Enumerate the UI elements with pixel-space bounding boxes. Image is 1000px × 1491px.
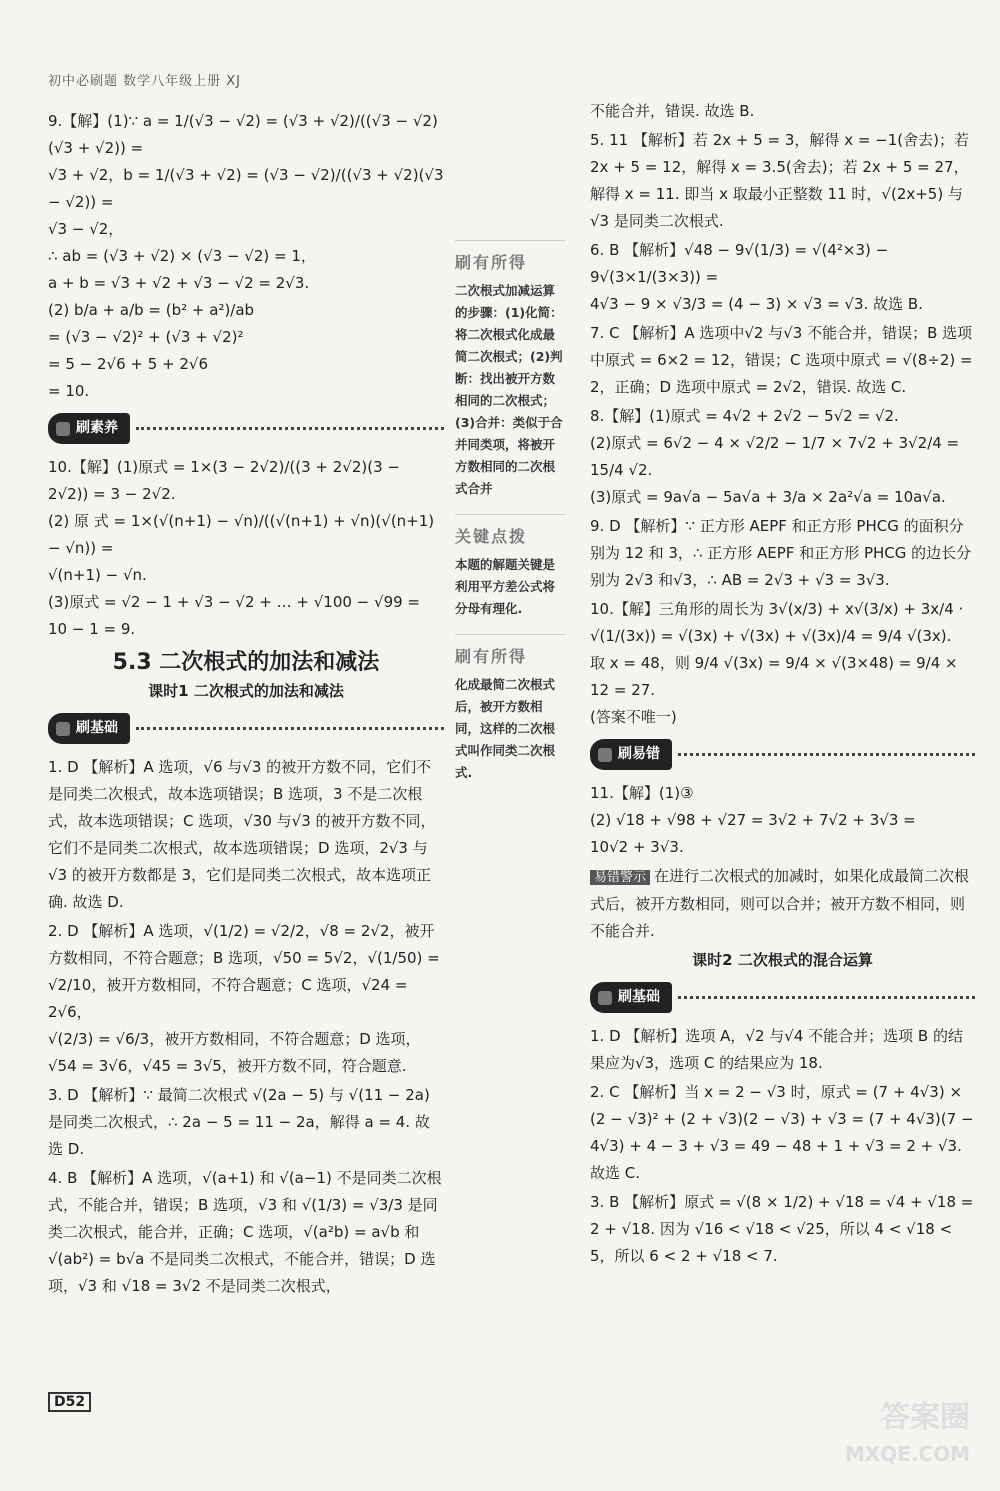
answer-block xyxy=(590,596,975,731)
answer-line: 11.【解】(1)③ xyxy=(590,784,694,802)
badge-label: 刷基础 xyxy=(618,989,660,1005)
answer-line: (2) 原 式 = 1×(√(n+1) − √n)/((√(n+1) + √n)(√(n+1) − √n)) = xyxy=(48,512,435,557)
answer-line: 1. D 【解析】A 选项，√6 与√3 的被开方数不同，它们不是同类二次根式，故本选项错误；B 选项，3 不是二次根式，故本选项错误；C 选项，√30 与√3 的被开方数不同，它们不是同类二次根式，故本选项错误；D 选项，2√3 与√3 的被开方数都是 3，它们是同类二次根式，故本选项正确. 故选 D. xyxy=(48,758,436,911)
answer-block xyxy=(48,1165,444,1300)
answer-line: (3)原式 = 9a√a − 5a√a + 3/a × 2a²√a = 10a√a. xyxy=(590,488,946,506)
dotted-rule xyxy=(136,427,444,430)
watermark-line: 答案圈 xyxy=(880,1400,970,1435)
answer-line: a + b = √3 + √2 + √3 − √2 = 2√3. xyxy=(48,274,310,292)
answer-line: 7. C 【解析】A 选项中√2 与√3 不能合并，错误；B 选项中原式 = 6×2 = 12，错误；C 选项中原式 = √(8÷2) = 2，正确；D 选项中原式 = 2√2，错误. 故选 C. xyxy=(590,324,973,396)
badge-label: 刷基础 xyxy=(76,720,118,736)
answer-block xyxy=(590,1023,975,1077)
side-note-heading: 刷有所得 xyxy=(455,253,528,272)
dotted-rule xyxy=(136,727,444,730)
lesson-title: 课时1 二次根式的加法和减法 xyxy=(148,682,344,700)
answer-block xyxy=(48,454,444,643)
side-note-text: 化成最简二次根式后，被开方数相同，这样的二次根式叫作同类二次根式. xyxy=(455,677,556,780)
section-bar xyxy=(590,739,975,770)
page-number: D52 xyxy=(48,1392,91,1412)
answer-block xyxy=(590,403,975,511)
brush-icon xyxy=(598,991,612,1005)
answer-line: ∴ ab = (√3 + √2) × (√3 − √2) = 1， xyxy=(48,247,316,265)
answer-line: √3 − √2， xyxy=(48,220,124,238)
answer-line: 6. B 【解析】√48 − 9√(1/3) = √(4²×3) − 9√(3×1/(3×3)) = xyxy=(590,241,889,286)
answer-block xyxy=(48,754,444,916)
section-bar xyxy=(590,982,975,1013)
badge-label: 刷易错 xyxy=(618,746,660,762)
warning-note xyxy=(590,863,975,945)
section-badge xyxy=(590,739,672,770)
section-bar xyxy=(48,713,444,744)
answer-block xyxy=(590,320,975,401)
answer-line: √(n+1) − √n. xyxy=(48,566,147,584)
answer-line: 3. D 【解析】∵ 最简二次根式 √(2a − 5) 与 √(11 − 2a) 是同类二次根式，∴ 2a − 5 = 11 − 2a，解得 a = 4. 故选 D. xyxy=(48,1086,430,1158)
side-notes-column xyxy=(455,240,565,798)
answer-line: √3 + √2，b = 1/(√3 + √2) = (√3 − √2)/((√3 + √2)(√3 − √2)) = xyxy=(48,166,444,211)
answer-line: 9. D 【解析】∵ 正方形 AEPF 和正方形 PHCG 的面积分别为 12 和 3，∴ 正方形 AEPF 和正方形 PHCG 的边长分别为 2√3 和√3，∴ AB = 2√3 + √3 = 3√3. xyxy=(590,517,972,589)
right-column xyxy=(590,98,975,1272)
running-header: 初中必刷题 数学八年级上册 XJ xyxy=(48,74,242,89)
section-badge xyxy=(48,413,130,444)
answer-line: 10.【解】(1)原式 = 1×(3 − 2√2)/((3 + 2√2)(3 − 2√2)) = 3 − 2√2. xyxy=(48,458,400,503)
answer-line: √54 = 3√6，√45 = 3√5，被开方数不同，符合题意. xyxy=(48,1057,407,1075)
section-badge xyxy=(48,713,130,744)
answer-block xyxy=(48,1082,444,1163)
answer-line: 9.【解】(1)∵ a = 1/(√3 − √2) = (√3 + √2)/((√3 − √2)(√3 + √2)) = xyxy=(48,112,438,157)
answer-line: 5. 11 【解析】若 2x + 5 = 3，解得 x = −1(舍去)；若 2x + 5 = 12，解得 x = 3.5(舍去)；若 2x + 5 = 27，解得 x = 11. 即当 x 取最小正整数 11 时，√(2x+5) 与 √3 是同类二次根式. xyxy=(590,131,969,230)
dotted-rule xyxy=(678,753,975,756)
answer-line: 取 x = 48，则 9/4 √(3x) = 9/4 × √(3×48) = 9/4 × 12 = 27. xyxy=(590,654,958,699)
answer-line: 15/4 √2. xyxy=(590,461,653,479)
answer-line: 不能合并，错误. 故选 B. xyxy=(590,102,755,120)
side-note-heading: 刷有所得 xyxy=(455,647,528,666)
answer-line: 4. B 【解析】A 选项，√(a+1) 和 √(a−1) 不是同类二次根式，不能合并，错误；B 选项，√3 和 √(1/3) = √3/3 是同类二次根式，能合并，正确；C 选项，√(a²b) = a√b 和 √(ab²) = b√a 不是同类二次根式，不能合并，错误；D 选项，√3 和 √18 = 3√2 不是同类二次根式， xyxy=(48,1169,442,1295)
answer-line: 5，所以 6 < 2 + √18 < 7. xyxy=(590,1247,778,1265)
answer-block xyxy=(48,108,444,405)
answer-line: = (√3 − √2)² + (√3 + √2)² xyxy=(48,328,244,346)
answer-line: (2) √18 + √98 + √27 = 3√2 + 7√2 + 3√3 = xyxy=(590,811,916,829)
answer-block xyxy=(590,98,975,125)
answer-line: 10√2 + 3√3. xyxy=(590,838,684,856)
answer-line: √2/10，被开方数相同，不符合题意；C 选项，√24 = 2√6， xyxy=(48,976,408,1021)
answer-line: (答案不唯一) xyxy=(590,708,677,726)
answer-line: 8.【解】(1)原式 = 4√2 + 2√2 − 5√2 = √2. xyxy=(590,407,899,425)
answer-line: (2)原式 = 6√2 − 4 × √2/2 − 1/7 × 7√2 + 3√2/4 = xyxy=(590,434,960,452)
answer-line: 3. B 【解析】原式 = √(8 × 1/2) + √18 = √4 + √18 = xyxy=(590,1193,974,1211)
brush-icon xyxy=(56,722,70,736)
answer-line: √(2/3) = √6/3，被开方数相同，不符合题意；D 选项， xyxy=(48,1030,421,1048)
answer-line: 1. D 【解析】选项 A，√2 与√4 不能合并；选项 B 的结果应为√3，选项 C 的结果应为 18. xyxy=(590,1027,963,1072)
brush-icon xyxy=(56,422,70,436)
section-badge xyxy=(590,982,672,1013)
side-note-text: 本题的解题关键是利用平方差公式将分母有理化. xyxy=(455,557,556,616)
side-note xyxy=(455,240,565,500)
warning-text: 在进行二次根式的加减时，如果化成最简二次根式后，被开方数相同，则可以合并；被开方数不相同，则不能合并. xyxy=(590,867,970,940)
lesson-title: 课时2 二次根式的混合运算 xyxy=(692,951,873,969)
watermark-line: MXQE.COM xyxy=(844,1442,970,1466)
answer-line: (2) b/a + a/b = (b² + a²)/ab xyxy=(48,301,255,319)
left-column xyxy=(48,108,444,1302)
dotted-rule xyxy=(678,996,975,999)
answer-block xyxy=(590,513,975,594)
watermark-logo xyxy=(845,1400,970,1472)
answer-block xyxy=(590,127,975,235)
answer-line: = 10. xyxy=(48,382,90,400)
answer-line: 2. D 【解析】A 选项，√(1/2) = √2/2，√8 = 2√2，被开方数相同，不符合题意；B 选项，√50 = 5√2，√(1/50) = xyxy=(48,922,440,967)
answer-block xyxy=(590,780,975,861)
answer-line: 2. C 【解析】当 x = 2 − √3 时，原式 = (7 + 4√3) × (2 − √3)² + (2 + √3)(2 − √3) + √3 = (7 + 4√3)(7 − 4√3) + 4 − 3 + √3 = 49 − 48 + 1 + √3 = 2 + √3. 故选 C. xyxy=(590,1083,974,1182)
section-title: 5.3 二次根式的加法和减法 xyxy=(112,650,380,675)
brush-icon xyxy=(598,748,612,762)
answer-line: 10.【解】三角形的周长为 3√(x/3) + x√(3/x) + 3x/4 · xyxy=(590,600,964,618)
badge-label: 刷素养 xyxy=(76,420,118,436)
answer-line: 2 + √18. 因为 √16 < √18 < √25，所以 4 < √18 < xyxy=(590,1220,953,1238)
answer-line: 10 − 1 = 9. xyxy=(48,620,136,638)
answer-block xyxy=(590,237,975,318)
side-note xyxy=(455,634,565,784)
answer-line: = 5 − 2√6 + 5 + 2√6 xyxy=(48,355,209,373)
answer-block xyxy=(590,1079,975,1187)
side-note-text: 二次根式加减运算的步骤：(1)化简：将二次根式化成最简二次根式；(2)判断：找出被开方数相同的二次根式；(3)合并：类似于合并同类项，将被开方数相同的二次根式合并 xyxy=(455,283,563,496)
answer-block xyxy=(590,1189,975,1270)
side-note-heading: 关键点拨 xyxy=(455,527,528,546)
answer-line: √(1/(3x)) = √(3x) + √(3x) + √(3x)/4 = 9/4 √(3x). xyxy=(590,627,952,645)
section-bar xyxy=(48,413,444,444)
answer-line: (3)原式 = √2 − 1 + √3 − √2 + … + √100 − √99 = xyxy=(48,593,420,611)
answer-block xyxy=(48,918,444,1080)
side-note xyxy=(455,514,565,620)
answer-line: 4√3 − 9 × √3/3 = (4 − 3) × √3 = √3. 故选 B. xyxy=(590,295,923,313)
warning-tag: 易错警示 xyxy=(590,870,650,885)
